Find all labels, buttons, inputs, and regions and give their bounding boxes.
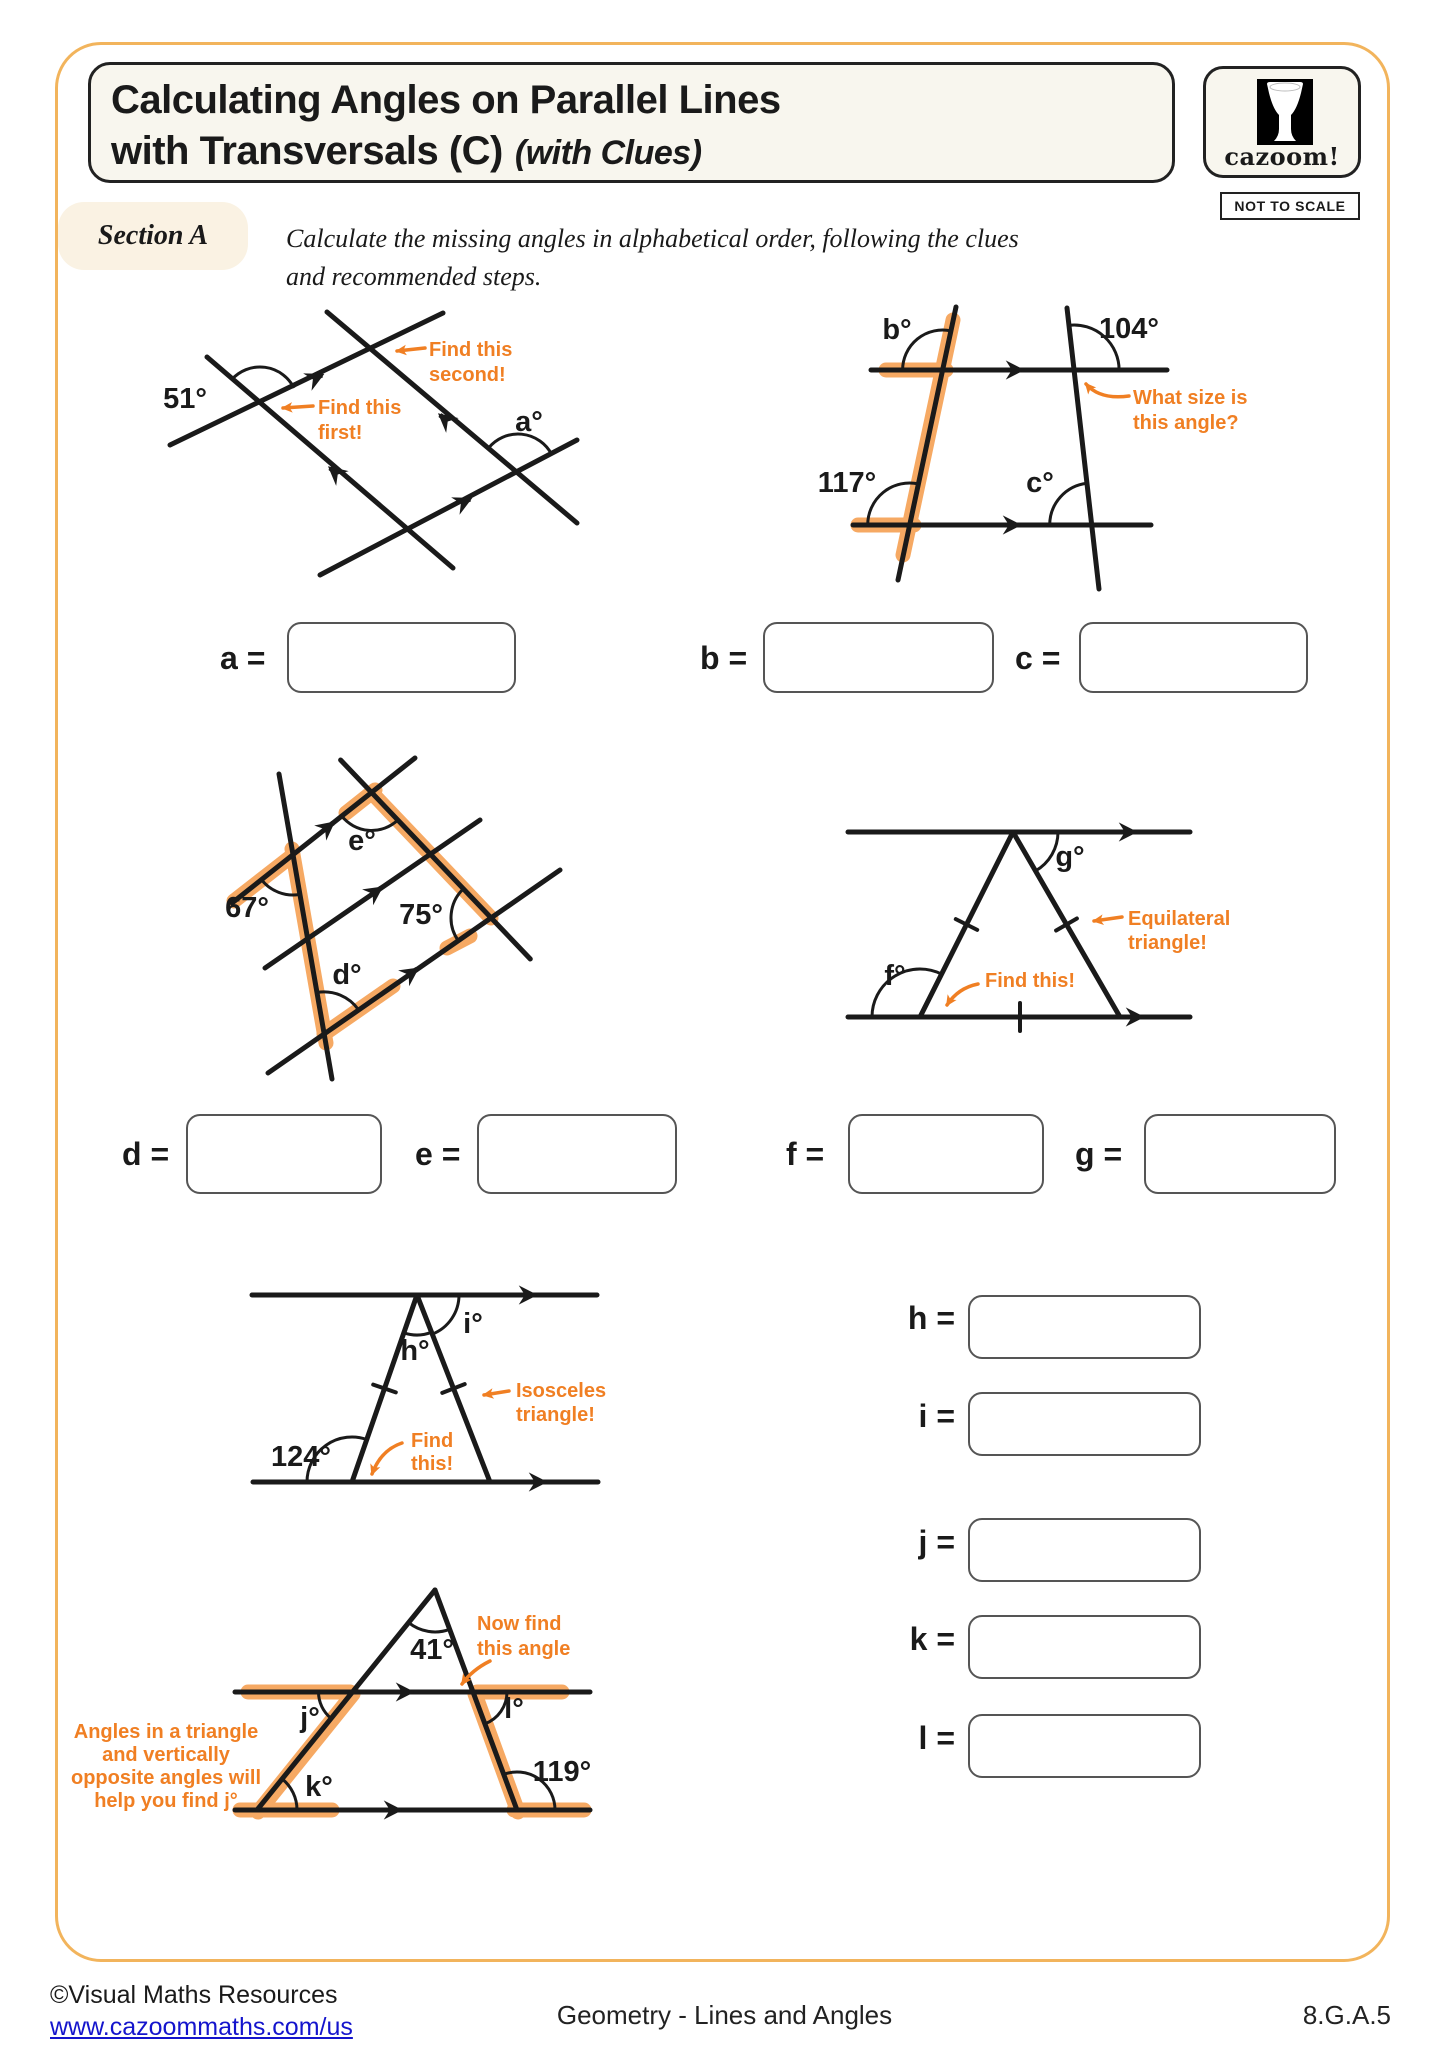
answer-box-e[interactable] bbox=[477, 1114, 677, 1194]
angle-label-117: 117° bbox=[817, 467, 877, 499]
parallel-mark-icon bbox=[328, 823, 333, 827]
diagram-jkl bbox=[70, 1578, 605, 1873]
answer-box-j[interactable] bbox=[968, 1518, 1201, 1582]
answer-box-h[interactable] bbox=[968, 1295, 1201, 1359]
brand-logo-icon bbox=[1257, 79, 1313, 145]
diagram-bc bbox=[817, 295, 1250, 595]
section-a-label: Section A bbox=[97, 220, 209, 251]
clue-now-find-line1: Now find bbox=[477, 1613, 562, 1635]
angle-label-i: i° bbox=[463, 1308, 483, 1340]
parallel-mark-icon bbox=[376, 888, 381, 891]
answer-label-b: b = bbox=[700, 640, 748, 676]
clue-now-find-line2: this angle bbox=[477, 1638, 571, 1660]
answer-box-i[interactable] bbox=[968, 1392, 1201, 1456]
diagram-hi bbox=[240, 1278, 620, 1513]
parallel-mark-icon bbox=[412, 969, 417, 972]
angle-label-h: h° bbox=[400, 1335, 430, 1367]
answer-box-a[interactable] bbox=[287, 622, 516, 693]
footer-topic: Geometry - Lines and Angles bbox=[556, 2000, 893, 2030]
clue-j-hint-line3: opposite angles will bbox=[70, 1767, 262, 1789]
answer-label-e: e = bbox=[415, 1136, 461, 1172]
clue-find-first-line2: first! bbox=[318, 422, 363, 444]
not-to-scale-badge: NOT TO SCALE bbox=[1220, 192, 1360, 220]
instructions bbox=[286, 220, 1166, 296]
diagram-fg bbox=[840, 795, 1250, 1055]
brand-name: cazoom! bbox=[1224, 142, 1340, 171]
answer-label-i: i = bbox=[918, 1398, 955, 1434]
angle-arc bbox=[1050, 483, 1087, 525]
clue-arrow-icon bbox=[484, 1391, 509, 1395]
clue-isosceles-line2: triangle! bbox=[516, 1404, 595, 1426]
answer-box-c[interactable] bbox=[1079, 622, 1308, 693]
angle-label-a: a° bbox=[515, 406, 543, 438]
clue-find-first-line1: Find this bbox=[318, 397, 402, 419]
angle-label-41: 41° bbox=[410, 1634, 454, 1666]
clue-equilateral-line1: Equilateral bbox=[1128, 908, 1231, 930]
angle-label-51: 51° bbox=[163, 383, 207, 415]
clue-find-line1: Find bbox=[411, 1430, 454, 1452]
page-title-suffix: (with Clues) bbox=[514, 134, 702, 172]
vase-rim bbox=[1270, 83, 1300, 91]
answer-label-h: h = bbox=[907, 1300, 955, 1336]
answer-box-k[interactable] bbox=[968, 1615, 1201, 1679]
answer-label-k: k = bbox=[909, 1621, 955, 1657]
clue-what-size-line1: What size is bbox=[1133, 387, 1248, 409]
diagram-de bbox=[180, 750, 620, 1105]
clue-find-second-line1: Find this bbox=[429, 339, 513, 361]
answer-box-d[interactable] bbox=[186, 1114, 382, 1194]
angle-label-b: b° bbox=[882, 314, 912, 346]
clue-j-hint-line4: help you find j° bbox=[94, 1790, 238, 1812]
clue-what-size-line2: this angle? bbox=[1133, 412, 1239, 434]
clue-arrow-icon bbox=[1086, 384, 1129, 397]
angle-label-104: 104° bbox=[1099, 313, 1159, 345]
footer-copyright: ©Visual Maths Resources bbox=[50, 1981, 338, 2009]
instructions-line1: Calculate the missing angles in alphabetical order, following the clues bbox=[286, 224, 1019, 253]
angle-label-75: 75° bbox=[399, 899, 443, 931]
angle-label-d: d° bbox=[332, 959, 362, 991]
clue-find-second-line2: second! bbox=[429, 364, 506, 386]
parallel-mark-icon bbox=[465, 499, 470, 502]
answer-label-a: a = bbox=[220, 640, 266, 676]
instructions-line2: and recommended steps. bbox=[286, 262, 542, 291]
parallel-mark-icon bbox=[330, 468, 335, 472]
transversal-line bbox=[1067, 308, 1099, 589]
section-a-pill bbox=[58, 202, 248, 270]
answer-label-f: f = bbox=[786, 1136, 825, 1172]
angle-label-119: 119° bbox=[532, 1756, 592, 1788]
answer-label-c: c = bbox=[1015, 640, 1061, 676]
clue-arrow-icon bbox=[372, 1443, 402, 1474]
answer-label-g: g = bbox=[1075, 1136, 1123, 1172]
parallel-line bbox=[170, 313, 443, 445]
answer-box-l[interactable] bbox=[968, 1714, 1201, 1778]
title-box bbox=[88, 62, 1175, 183]
page-title-line2-main: with Transversals (C) bbox=[111, 129, 503, 173]
transversal-line bbox=[898, 307, 956, 580]
diagram-a bbox=[100, 295, 640, 585]
angle-arc bbox=[432, 1295, 459, 1334]
clue-equilateral-line2: triangle! bbox=[1128, 932, 1207, 954]
answer-box-f[interactable] bbox=[848, 1114, 1044, 1194]
clue-find-this: Find this! bbox=[985, 970, 1075, 992]
angle-label-124: 124° bbox=[271, 1441, 331, 1473]
answer-box-b[interactable] bbox=[763, 622, 994, 693]
angle-label-k: k° bbox=[305, 1771, 333, 1803]
angle-label-l: l° bbox=[504, 1693, 524, 1725]
clue-isosceles-line1: Isosceles bbox=[516, 1380, 607, 1402]
clue-j-hint-line1: Angles in a triangle bbox=[73, 1721, 259, 1743]
answer-box-g[interactable] bbox=[1144, 1114, 1336, 1194]
clue-arrow-icon bbox=[283, 406, 313, 408]
page-title-line2 bbox=[111, 126, 1162, 179]
angle-label-f: f° bbox=[884, 960, 906, 992]
page-title-line1: Calculating Angles on Parallel Lines bbox=[111, 78, 781, 122]
clue-j-hint-line2: and vertically bbox=[102, 1744, 230, 1766]
angle-label-c: c° bbox=[1026, 467, 1054, 499]
clue-arrow-icon bbox=[1094, 917, 1122, 921]
angle-label-67: 67° bbox=[225, 892, 269, 924]
angle-label-j: j° bbox=[300, 1702, 320, 1734]
clue-find-line2: this! bbox=[411, 1453, 454, 1475]
parallel-mark-icon bbox=[317, 375, 322, 378]
angle-arc bbox=[409, 1623, 450, 1632]
angle-label-e: e° bbox=[348, 825, 376, 857]
brand-logo bbox=[1203, 66, 1361, 178]
clue-arrow-icon bbox=[947, 984, 978, 1005]
footer-link[interactable]: www.cazoommaths.com/us bbox=[50, 2013, 353, 2041]
parallel-line bbox=[320, 440, 577, 575]
footer-standard-code: 8.G.A.5 bbox=[1302, 2000, 1391, 2030]
answer-label-d: d = bbox=[122, 1136, 170, 1172]
clue-arrow-icon bbox=[397, 348, 425, 351]
answer-label-l: l = bbox=[918, 1720, 955, 1756]
answer-label-j: j = bbox=[918, 1524, 955, 1560]
parallel-mark-icon bbox=[440, 415, 445, 419]
angle-label-g: g° bbox=[1055, 841, 1085, 873]
